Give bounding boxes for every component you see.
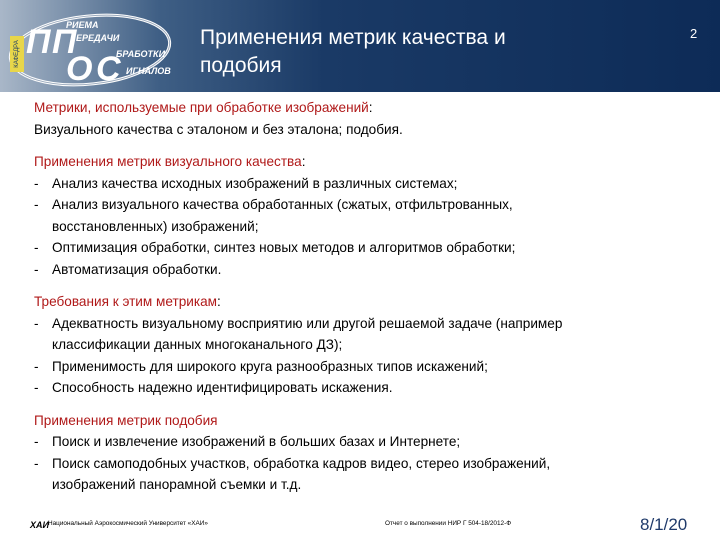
logo-letter-s: С — [96, 50, 121, 88]
section2-heading-line — [34, 291, 706, 313]
ppos-logo — [4, 6, 190, 90]
intro-heading-line — [34, 97, 706, 119]
khai-logo — [30, 519, 49, 530]
page-number: 2 — [690, 26, 698, 41]
section2-heading: Требования к этим метрикам — [34, 294, 218, 309]
logo-word-1: РИЕМА — [66, 20, 99, 30]
slide-header — [0, 0, 720, 92]
svg-text:ХАИ: ХАИ — [30, 520, 49, 530]
list-item-continuation: восстановленных) изображений; — [52, 218, 259, 234]
section2-heading-colon: : — [217, 294, 221, 309]
list-item: - Способность надежно идентифицировать искажения. — [34, 380, 393, 395]
footer-slide-number: 8/1/20 — [640, 515, 688, 534]
list-item: - Автоматизация обработки. — [34, 261, 222, 277]
intro-text: Визуального качества с эталоном и без эталона; подобия. — [34, 121, 403, 137]
list-item: - Анализ качества исходных изображений в различных системах; — [34, 175, 458, 191]
slide-body — [34, 97, 706, 496]
logo-letter-p2: П — [52, 23, 77, 61]
footer-report: Отчет о выполнении НИР Г 504-18/2012-Ф — [385, 520, 512, 527]
slide-title-line1: Применения метрик качества и — [200, 26, 506, 49]
section1-heading-line — [34, 151, 706, 173]
logo-letter-o: О — [66, 50, 93, 88]
logo-side-word: КАФЕДРА — [14, 40, 20, 68]
footer-university: Национальный Аэрокосмический Университет «ХАИ» — [48, 520, 208, 527]
list-item: - Оптимизация обработки, синтез новых методов и алгоритмов обработки; — [34, 240, 516, 255]
section3-heading: Применения метрик подобия — [34, 412, 218, 428]
logo-letter-p1: П — [26, 23, 51, 61]
list-item-continuation: классификации данных многоканального ДЗ); — [52, 337, 343, 352]
intro-heading-colon: : — [368, 100, 373, 115]
slide-title-line2: подобия — [200, 54, 282, 77]
section3-heading-line — [34, 410, 706, 432]
slide-title — [200, 24, 640, 80]
logo-word-2: ЕРЕДАЧИ — [76, 33, 120, 43]
section1-heading: Применения метрик визуального качества — [34, 154, 302, 169]
list-item-continuation: изображений панорамной съемки и т.д. — [52, 477, 302, 492]
logo-word-3: БРАБОТКИ — [116, 49, 166, 59]
list-item: - Анализ визуального качества обработанных (сжатых, отфильтрованных, — [34, 197, 513, 212]
list-item: - Адекватность визуальному восприятию или другой решаемой задаче (например — [34, 315, 563, 331]
section1-heading-colon: : — [301, 154, 306, 169]
list-item: - Применимость для широкого круга разнообразных типов искажений; — [34, 358, 488, 374]
list-item: - Поиск и извлечение изображений в больших базах и Интернете; — [34, 434, 461, 449]
list-item: - Поиск самоподобных участков, обработка кадров видео, стерео изображений, — [34, 455, 551, 471]
intro-heading: Метрики, используемые при обработке изображений — [34, 100, 369, 115]
logo-word-4: ИГНАЛОВ — [126, 66, 171, 76]
